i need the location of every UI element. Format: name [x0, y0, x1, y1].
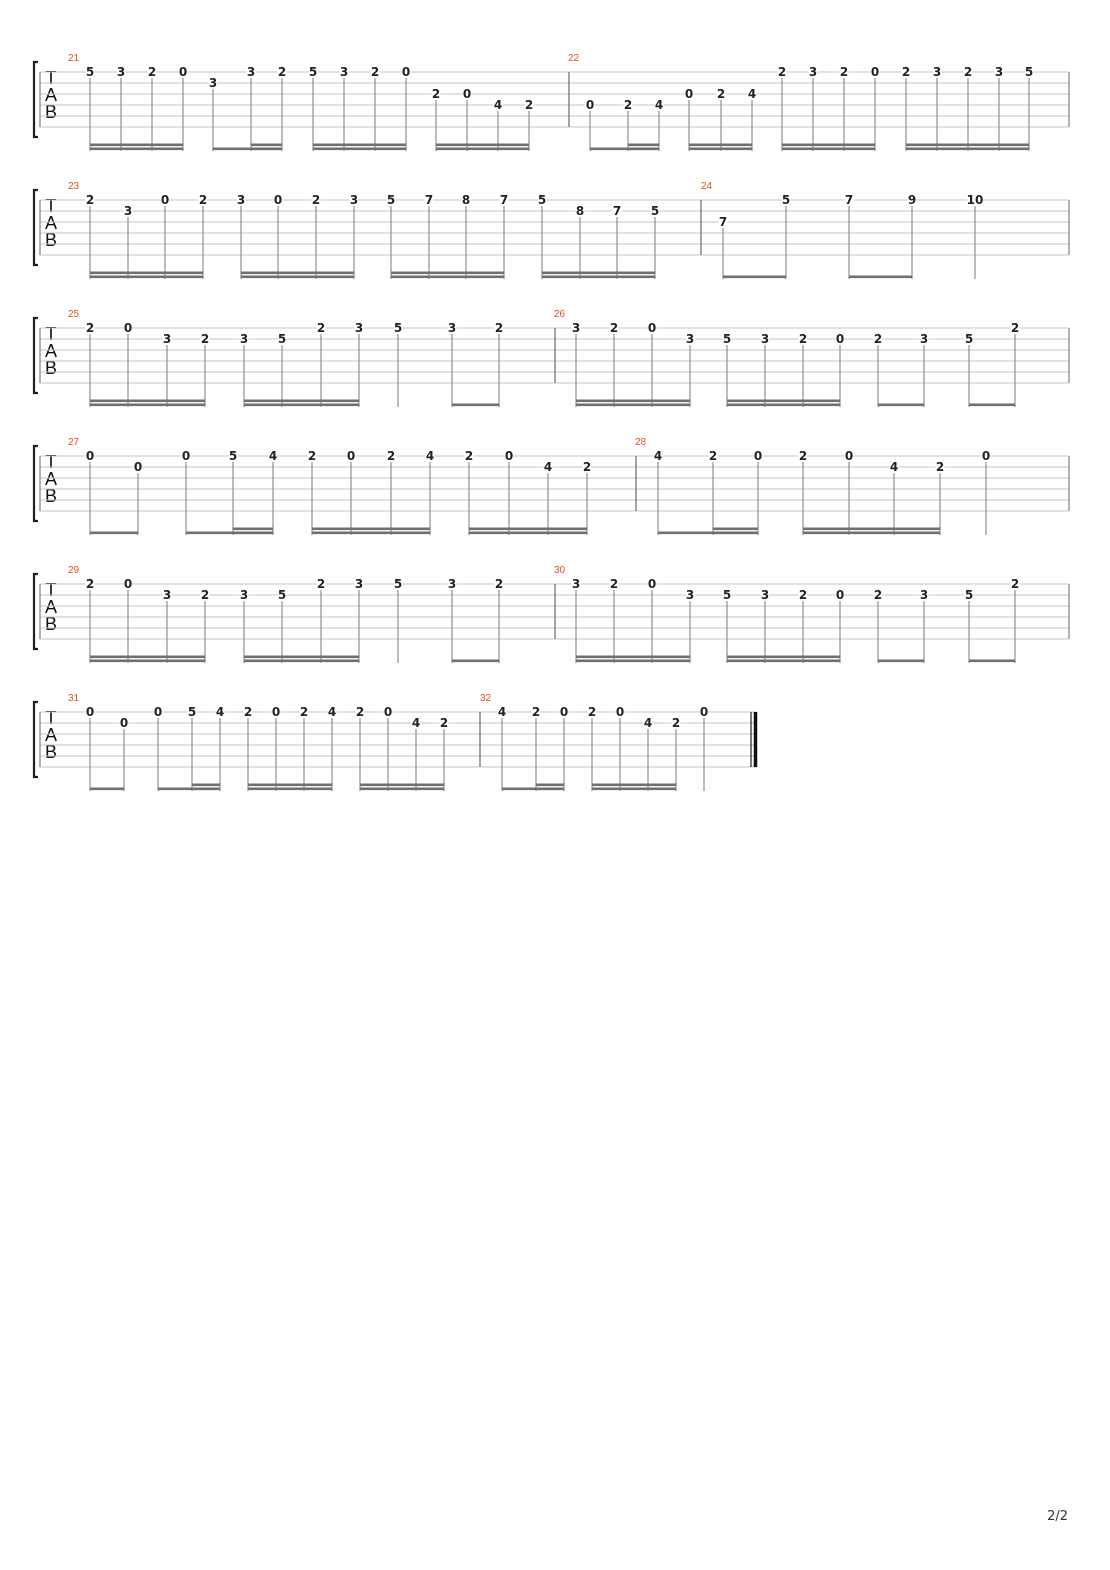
beam: [244, 656, 360, 659]
fret-number: 2: [798, 588, 808, 602]
fret-number: 2: [587, 705, 597, 719]
fret-number: 5: [228, 449, 238, 463]
beam: [689, 148, 753, 151]
tab-system: [34, 309, 1069, 407]
beam: [90, 404, 206, 407]
beam: [90, 788, 125, 791]
beam: [90, 276, 204, 279]
fret-number: 2: [311, 193, 321, 207]
fret-number: 2: [1010, 577, 1020, 591]
beam: [313, 144, 407, 147]
fret-number: 2: [582, 460, 592, 474]
beam: [969, 404, 1016, 407]
measure-number: 22: [568, 53, 580, 64]
fret-number: 3: [932, 65, 942, 79]
fret-number: 2: [200, 332, 210, 346]
fret-number: 0: [462, 87, 472, 101]
beam: [628, 148, 660, 151]
fret-number: 5: [277, 332, 287, 346]
fret-number: 2: [277, 65, 287, 79]
fret-number: 0: [559, 705, 569, 719]
tab-clef-letter: B: [44, 486, 58, 506]
beam: [469, 532, 588, 535]
beam: [906, 148, 1030, 151]
fret-number: 3: [339, 65, 349, 79]
fret-number: 2: [1010, 321, 1020, 335]
tab-clef-letter: A: [44, 341, 58, 361]
beam: [251, 144, 283, 147]
fret-number: 2: [147, 65, 157, 79]
fret-number: 0: [271, 705, 281, 719]
fret-number: 3: [239, 332, 249, 346]
fret-number: 2: [85, 321, 95, 335]
fret-number: 7: [844, 193, 854, 207]
beam: [241, 276, 355, 279]
fret-number: 2: [671, 716, 681, 730]
beam: [90, 660, 206, 663]
fret-number: 2: [316, 321, 326, 335]
fret-number: 0: [684, 87, 694, 101]
fret-number: 2: [299, 705, 309, 719]
measure-number: 31: [68, 693, 80, 704]
fret-number: 10: [966, 193, 984, 207]
system-bracket: [34, 62, 38, 137]
fret-number: 2: [531, 705, 541, 719]
tab-clef-letter: T: [45, 196, 57, 216]
fret-number: 2: [85, 193, 95, 207]
fret-number: 0: [870, 65, 880, 79]
fret-number: 2: [316, 577, 326, 591]
beam: [727, 656, 841, 659]
fret-number: 5: [781, 193, 791, 207]
beam: [391, 276, 505, 279]
fret-number: 3: [239, 588, 249, 602]
fret-number: 2: [777, 65, 787, 79]
fret-number: 4: [411, 716, 421, 730]
tab-clef-letter: T: [45, 580, 57, 600]
fret-number: 3: [571, 321, 581, 335]
fret-number: 8: [461, 193, 471, 207]
fret-number: 2: [873, 588, 883, 602]
fret-number: 3: [571, 577, 581, 591]
fret-number: 0: [85, 705, 95, 719]
fret-number: 2: [355, 705, 365, 719]
beam: [727, 404, 841, 407]
beam: [248, 788, 333, 791]
fret-number: 0: [123, 577, 133, 591]
fret-number: 3: [123, 204, 133, 218]
fret-number: 0: [753, 449, 763, 463]
beam: [713, 528, 759, 531]
fret-number: 2: [716, 87, 726, 101]
beam: [436, 144, 530, 147]
system-bracket: [34, 318, 38, 393]
beam: [312, 532, 431, 535]
fret-number: 0: [178, 65, 188, 79]
fret-number: 0: [401, 65, 411, 79]
fret-number: 5: [393, 577, 403, 591]
beam: [542, 276, 656, 279]
beam: [312, 528, 431, 531]
fret-number: 4: [268, 449, 278, 463]
fret-number: 2: [464, 449, 474, 463]
measure-number: 30: [554, 565, 566, 576]
fret-number: 0: [181, 449, 191, 463]
measure-number: 27: [68, 437, 80, 448]
beam: [576, 404, 691, 407]
fret-number: 4: [654, 98, 664, 112]
fret-number: 5: [650, 204, 660, 218]
fret-number: 3: [919, 588, 929, 602]
tab-clef-letter: B: [44, 358, 58, 378]
fret-number: 0: [123, 321, 133, 335]
beam: [241, 272, 355, 275]
fret-number: 2: [901, 65, 911, 79]
fret-number: 0: [153, 705, 163, 719]
measure-number: 29: [68, 565, 80, 576]
measure-number: 24: [701, 181, 713, 192]
fret-number: 2: [798, 332, 808, 346]
tab-system: [34, 565, 1069, 663]
beam: [313, 148, 407, 151]
fret-number: 3: [116, 65, 126, 79]
page-number: 2/2: [1047, 1509, 1068, 1524]
tab-clef-letter: B: [44, 230, 58, 250]
tab-system: [34, 437, 1069, 535]
fret-number: 2: [623, 98, 633, 112]
beam: [878, 404, 925, 407]
beam: [727, 400, 841, 403]
fret-number: 2: [524, 98, 534, 112]
fret-number: 2: [798, 449, 808, 463]
system-bracket: [34, 574, 38, 649]
fret-number: 5: [308, 65, 318, 79]
beam: [90, 148, 184, 151]
system-bracket: [34, 702, 38, 777]
fret-number: 4: [425, 449, 435, 463]
fret-number: 7: [499, 193, 509, 207]
tab-clef-letter: B: [44, 614, 58, 634]
fret-number: 5: [393, 321, 403, 335]
beam: [727, 660, 841, 663]
system-bracket: [34, 190, 38, 265]
beam: [628, 144, 660, 147]
fret-number: 2: [935, 460, 945, 474]
tab-clef-letter: A: [44, 213, 58, 233]
beam: [782, 144, 876, 147]
fret-number: 0: [699, 705, 709, 719]
fret-number: 3: [354, 321, 364, 335]
fret-number: 3: [919, 332, 929, 346]
beam: [452, 660, 500, 663]
fret-number: 2: [85, 577, 95, 591]
fret-number: 0: [647, 577, 657, 591]
fret-number: 8: [575, 204, 585, 218]
fret-number: 2: [386, 449, 396, 463]
fret-number: 2: [200, 588, 210, 602]
fret-number: 0: [85, 449, 95, 463]
tab-clef-letter: A: [44, 597, 58, 617]
fret-number: 2: [963, 65, 973, 79]
tab-clef-letter: T: [45, 68, 57, 88]
fret-number: 0: [981, 449, 991, 463]
beam: [536, 784, 565, 787]
fret-number: 0: [133, 460, 143, 474]
tab-clef-letter: B: [44, 102, 58, 122]
beam: [251, 148, 283, 151]
fret-number: 0: [504, 449, 514, 463]
fret-number: 0: [615, 705, 625, 719]
beam: [969, 660, 1016, 663]
beam: [592, 788, 677, 791]
fret-number: 3: [349, 193, 359, 207]
fret-number: 4: [497, 705, 507, 719]
fret-number: 4: [543, 460, 553, 474]
fret-number: 3: [760, 332, 770, 346]
fret-number: 2: [243, 705, 253, 719]
fret-number: 2: [198, 193, 208, 207]
beam: [436, 148, 530, 151]
system-bracket: [34, 446, 38, 521]
fret-number: 3: [447, 321, 457, 335]
fret-number: 4: [215, 705, 225, 719]
beam: [906, 144, 1030, 147]
fret-number: 0: [346, 449, 356, 463]
fret-number: 7: [612, 204, 622, 218]
fret-number: 4: [327, 705, 337, 719]
beam: [576, 656, 691, 659]
beam: [723, 276, 787, 279]
beam: [360, 784, 445, 787]
fret-number: 5: [386, 193, 396, 207]
fret-number: 3: [447, 577, 457, 591]
beam: [90, 656, 206, 659]
fret-number: 0: [647, 321, 657, 335]
fret-number: 2: [431, 87, 441, 101]
fret-number: 3: [354, 577, 364, 591]
measure-number: 26: [554, 309, 566, 320]
fret-number: 5: [187, 705, 197, 719]
tab-system: [34, 53, 1069, 151]
fret-number: 0: [273, 193, 283, 207]
fret-number: 3: [685, 332, 695, 346]
fret-number: 0: [844, 449, 854, 463]
fret-number: 3: [162, 588, 172, 602]
fret-number: 7: [424, 193, 434, 207]
beam: [192, 788, 221, 791]
fret-number: 5: [964, 588, 974, 602]
fret-number: 2: [370, 65, 380, 79]
tab-clef-letter: B: [44, 742, 58, 762]
fret-number: 2: [307, 449, 317, 463]
tab-clef-letter: A: [44, 469, 58, 489]
beam: [849, 276, 913, 279]
fret-number: 3: [994, 65, 1004, 79]
tab-clef-letter: T: [45, 452, 57, 472]
tab-clef-letter: A: [44, 725, 58, 745]
tab-clef-letter: T: [45, 324, 57, 344]
fret-number: 0: [119, 716, 129, 730]
fret-number: 0: [383, 705, 393, 719]
beam: [782, 148, 876, 151]
beam: [90, 144, 184, 147]
fret-number: 2: [873, 332, 883, 346]
beam: [90, 532, 139, 535]
fret-number: 2: [494, 321, 504, 335]
beam: [536, 788, 565, 791]
measure-number: 28: [635, 437, 647, 448]
tab-system: [34, 693, 757, 791]
beam: [248, 784, 333, 787]
fret-number: 5: [85, 65, 95, 79]
fret-number: 2: [609, 577, 619, 591]
beam: [592, 784, 677, 787]
tab-clef-letter: A: [44, 85, 58, 105]
fret-number: 5: [537, 193, 547, 207]
fret-number: 3: [208, 76, 218, 90]
fret-number: 4: [653, 449, 663, 463]
beam: [90, 400, 206, 403]
beam: [803, 532, 941, 535]
beam: [233, 528, 274, 531]
fret-number: 3: [236, 193, 246, 207]
fret-number: 3: [685, 588, 695, 602]
fret-number: 5: [1024, 65, 1034, 79]
fret-number: 9: [907, 193, 917, 207]
fret-number: 4: [493, 98, 503, 112]
fret-number: 3: [760, 588, 770, 602]
tab-system: [34, 181, 1069, 279]
beam: [244, 404, 360, 407]
beam: [360, 788, 445, 791]
fret-number: 2: [494, 577, 504, 591]
beam: [244, 660, 360, 663]
fret-number: 3: [162, 332, 172, 346]
fret-number: 3: [808, 65, 818, 79]
fret-number: 0: [160, 193, 170, 207]
beam: [878, 660, 925, 663]
tab-clef-letter: T: [45, 708, 57, 728]
beam: [391, 272, 505, 275]
beam: [803, 528, 941, 531]
measure-number: 25: [68, 309, 80, 320]
measure-number: 32: [480, 693, 492, 704]
beam: [576, 660, 691, 663]
beam: [713, 532, 759, 535]
beam: [192, 784, 221, 787]
fret-number: 4: [889, 460, 899, 474]
beam: [469, 528, 588, 531]
beam: [542, 272, 656, 275]
beam: [576, 400, 691, 403]
beam: [689, 144, 753, 147]
fret-number: 5: [722, 332, 732, 346]
measure-number: 21: [68, 53, 80, 64]
fret-number: 2: [609, 321, 619, 335]
fret-number: 5: [964, 332, 974, 346]
fret-number: 2: [839, 65, 849, 79]
fret-number: 4: [747, 87, 757, 101]
fret-number: 7: [718, 215, 728, 229]
fret-number: 2: [708, 449, 718, 463]
fret-number: 2: [439, 716, 449, 730]
beam: [90, 272, 204, 275]
fret-number: 4: [643, 716, 653, 730]
fret-number: 5: [277, 588, 287, 602]
fret-number: 0: [585, 98, 595, 112]
measure-number: 23: [68, 181, 80, 192]
fret-number: 5: [722, 588, 732, 602]
fret-number: 3: [246, 65, 256, 79]
fret-number: 0: [835, 332, 845, 346]
fret-number: 0: [835, 588, 845, 602]
beam: [244, 400, 360, 403]
beam: [233, 532, 274, 535]
beam: [452, 404, 500, 407]
